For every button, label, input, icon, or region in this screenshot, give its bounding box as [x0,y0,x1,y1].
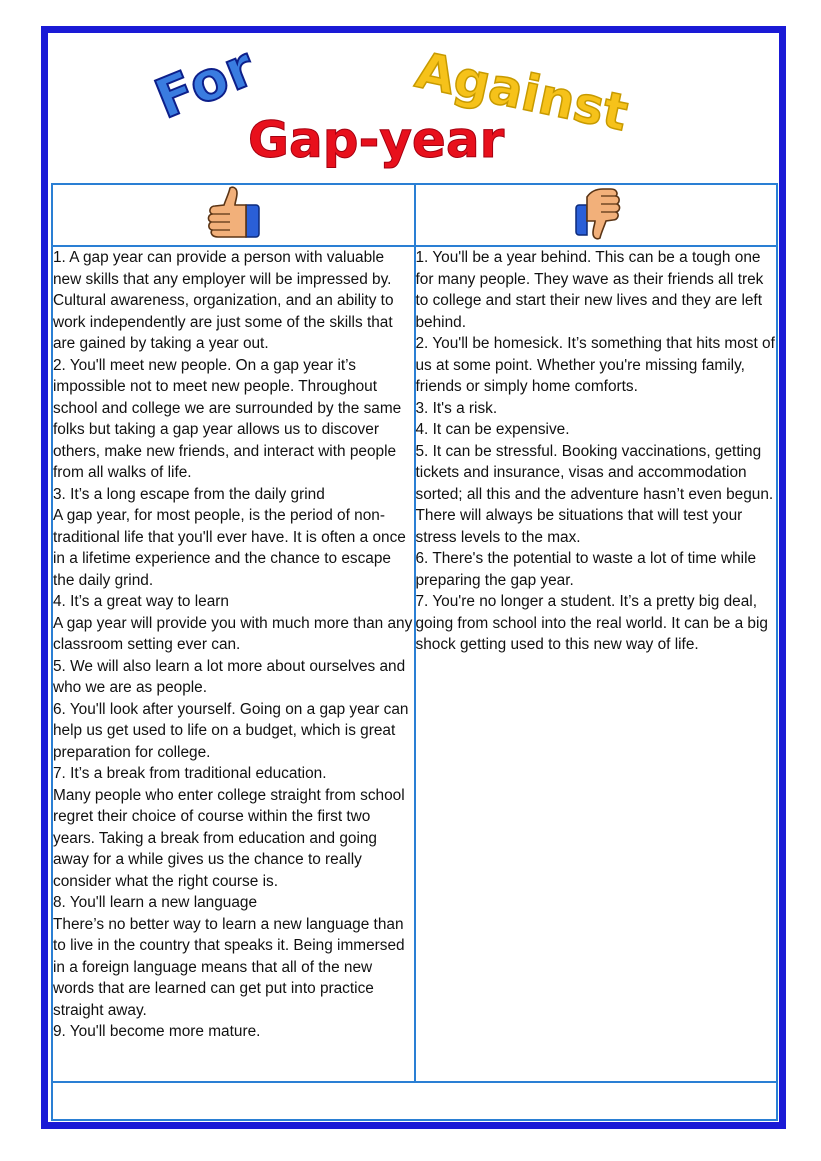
for-point: A gap year, for most people, is the period of non-traditional life that you'll ever have. It is often a once in a lifetime experience and the chance to escape the daily grind. [53,507,406,589]
page-frame [41,26,786,1129]
for-point: 9. You'll become more mature. [53,1023,261,1040]
thumbs-up-icon [202,185,264,241]
for-icon-cell [52,184,415,246]
for-against-table [51,183,778,1121]
for-point: 2. You'll meet new people. On a gap year it’s impossible not to meet new people. Throughout school and college we are surrounded by the same folks but taking a gap year allows us to discover others, make new friends, and interact with people from all walks of life. [53,356,402,481]
for-point-heading: 3. It’s a long escape from the daily grind [53,485,325,503]
for-point-heading: 4. It’s a great way to learn [53,593,229,610]
for-point-heading: 8. You'll learn a new language [53,894,258,911]
against-point: 2. You'll be homesick. It’s something that hits most of us at some point. Whether you're missing family, friends or simply home comforts. [415,335,775,395]
against-point: 6. There's the potential to waste a lot of time while preparing the gap year. [415,550,757,589]
footer-cell [52,1082,777,1120]
against-point: 3. It's a risk. [415,399,498,417]
against-icon-cell [415,184,778,246]
for-point: 1. A gap year can provide a person with valuable new skills that any employer will be impressed by. Cultural awareness, organization, and an ability to work independently are just some of the skills that are gained by taking a year out. [53,249,394,352]
page-title: Gap-year [248,111,505,169]
for-point: Many people who enter college straight from school regret their choice of course within the first two years. Taking a break from education and going away for a while gives us the chance to really consider what the right course is. [53,786,405,890]
for-point: There’s no better way to learn a new language than to live in the country that speaks it. Being immersed in a foreign language means that all of the new words that are learned can get put into practice straight away. [53,915,405,1019]
against-heading: Against [410,41,633,143]
against-point: 5. It can be stressful. Booking vaccinations, getting tickets and insurance, visas and accommodation sorted; all this and the adventure hasn’t even begun. There will always be situations that will test your stress levels to the max. [415,442,774,546]
icon-row [52,184,777,246]
footer-row [52,1082,777,1120]
for-point: 6. You'll look after yourself. Going on a gap year can help us get used to life on a budget, which is great preparation for college. [53,700,409,761]
against-point: 1. You'll be a year behind. This can be a tough one for many people. They wave as their friends all trek to college and start their new lives and they are left behind. [415,249,764,331]
against-column [415,246,778,1082]
for-heading: For [146,34,265,132]
for-point-heading: 7. It’s a break from traditional education. [53,765,327,782]
against-point: 4. It can be expensive. [415,421,570,438]
for-point: 5. We will also learn a lot more about ourselves and who we are as people. [53,657,406,696]
for-column [52,246,415,1082]
content-row [52,246,777,1082]
thumbs-down-icon [565,185,627,241]
for-point: A gap year will provide you with much more than any classroom setting ever can. [53,614,413,653]
against-point: 7. You're no longer a student. It’s a pretty big deal, going from school into the real world. It can be a big shock getting used to this new way of life. [415,593,768,653]
